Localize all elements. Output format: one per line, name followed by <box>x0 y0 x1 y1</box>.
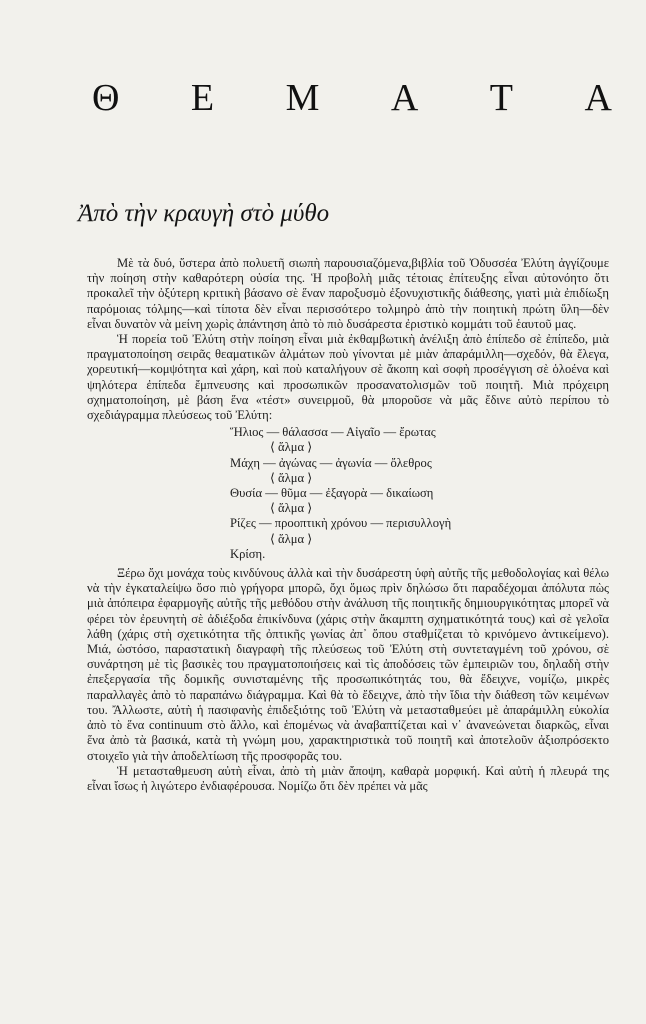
paragraph: Μὲ τὰ δυό, ὕστερα ἀπὸ πολυετῆ σιωπὴ παρουσιαζόμενα,βιβλία τοῦ Ὀδυσσέα Ἐλύτη ἀγγίζουμε τὴν ποίηση στὴν καθαρότερη οὐσία της. Ἡ προβολὴ μιᾶς τέτοιας ἐπίτευξης εἶναι αὐτονόητο ὅτι προκαλεῖ τὴν ὀξύτερη κριτικὴ βάσανο σὲ ἕναν παροξυσμὸ ἐξονυχιστικῆς διάθεσης, γιατὶ μιὰ ἐπιδίωξη παρόμοιας τόλμης—καὶ τίποτα δὲν εἶναι περισσότερο τολμηρὸ ἀπὸ τὴν ποιητικὴ πρώτη ὕλη—δὲν εἶναι δυνατὸν νὰ μείνη χωρὶς ἀπάντηση ἀπὸ τὸ πιὸ δυσάρεστα ἐριστικὸ κομμάτι τοῦ ἑαυτοῦ μας. <box>87 256 609 331</box>
heading-letter: Θ <box>92 77 120 119</box>
schema-leap: ⟨ ἅλμα ⟩ <box>270 501 313 516</box>
schema-diagram <box>87 425 609 562</box>
schema-end: Κρίση. <box>230 546 266 561</box>
heading-letter: Α <box>584 77 612 119</box>
heading-letter: Ε <box>190 77 215 119</box>
paragraph: Ξέρω ὄχι μονάχα τοὺς κινδύνους ἀλλὰ καὶ τὴν δυσάρεστη ὑφὴ αὐτῆς τῆς μεθοδολογίας καὶ θέλω νὰ τὴν ἐγκαταλείψω ὅσο πιὸ γρήγορα μπορῶ, ὄχι ὅμως πρὶν δηλώσω ὅτι παραδέχομαι ἀπόλυτα πὼς μιὰ ἀπόπειρα ἐφαρμογῆς αὐτῆς τῆς μεθόδου στὴν ἀνάλυση τῆς ποιητικῆς δημιουργικότητας μπορεῖ νὰ φέρει τὸν ἐρευνητὴ σὲ ἀδιέξοδα ἐπικίνδυνα (χάρις στὴν ἄκαμπτη σχηματικότητά τους) καὶ σὲ γελοῖα λάθη (χάρις στὴ σχετικότητα τῆς ὀπτικῆς γωνίας ἀπ᾽ ὅπου σταθμίζεται τὸ κρινόμενο ἀντικείμενο). Μιά, ὡστόσο, παραστατικὴ διαγραφὴ τῆς πλεύσεως τοῦ Ἐλύτη στὴ συντεταγμένη τοῦ χρόνου, σὲ συνάρτηση μὲ τὶς βασικὲς του πραγματοποιήσεις καὶ τὶς ἀποδόσεις τῶν ἐμπειριῶν του, δηλαδὴ στὴν ἐπεξεργασία τῆς δομικῆς συνισταμένης τῆς προσωπικότητάς του, θὰ ἔδειχνε, νομίζω, μικρὲς παραλλαγὲς ἀπὸ τὸ παραπάνω διάγραμμα. Καὶ θὰ τὸ ἔδειχνε, ἀπὸ τὴν ἴδια τὴν διάθεση τῶν κειμένων του. Ἄλλωστε, αὐτὴ ἡ πασιφανὴς ἐπιδεξιότης τοῦ Ἐλύτη νὰ μετασταθμεύει μὲ ἀπαράμιλλη εὐκολία ἀπὸ τὸ ἕνα continuum στὸ ἄλλο, καὶ ἑπομένως νὰ ἀναβαπτίζεται καὶ ν᾽ ἀνανεώνεται διαρκῶς, εἶναι ἕνα ἀπὸ τὰ βασικά, κατὰ τὴ γνώμη μου, χαρακτηριστικὰ τοῦ ποιητῆ καὶ ἀποτελοῦν ἀξιοπρόσεκτο στοιχεῖο γιὰ τὴν ἀποδελτίωση τῆς προσφορᾶς του. <box>87 566 609 763</box>
heading-letter: Α <box>390 77 419 119</box>
schema-line: Μάχη — ἀγώνας — ἀγωνία — ὄλεθρος <box>230 455 432 470</box>
heading-letter: Τ <box>489 77 514 119</box>
article-body <box>87 256 609 794</box>
schema-leap: ⟨ ἅλμα ⟩ <box>270 470 313 485</box>
schema-leap: ⟨ ἅλμα ⟩ <box>270 531 313 546</box>
schema-line: Ρίζες — προοπτικὴ χρόνου — περισυλλογὴ <box>230 516 452 531</box>
paragraph: Ἡ μετασταθμευση αὐτὴ εἶναι, ἀπὸ τὴ μιὰν ἄποψη, καθαρὰ μορφική. Καὶ αὐτὴ ἡ πλευρά της εἶναι ἴσως ἡ λιγώτερο ἐνδιαφέρουσα. Νομίζω ὅτι δὲν πρέπει νὰ μᾶς <box>87 763 609 793</box>
schema-leap: ⟨ ἅλμα ⟩ <box>270 440 313 455</box>
section-heading <box>92 76 612 120</box>
article-title: Ἀπὸ τὴν κραυγὴ στὸ μύθο <box>78 200 330 227</box>
heading-letter: Μ <box>285 77 320 119</box>
schema-line: Ἥλιος — θάλασσα — Αἰγαῖο — ἔρωτας <box>230 425 436 440</box>
paragraph: Ἡ πορεία τοῦ Ἐλύτη στὴν ποίηση εἶναι μιὰ ἐκθαμβωτικὴ ἀνέλιξη ἀπὸ ἐπίπεδο σὲ ἐπίπεδο, μιὰ πραγματοποίηση σειρᾶς θεαματικῶν ἁλμάτων ποὺ γίνονται μὲ μιὰν ἀπαράμιλλη—σχεδόν, θὰ ἔλεγα, χορευτική—κομψότητα καὶ χάρη, καὶ ποὺ καταλήγουν σὲ ἄκοπη καὶ σοφὴ προσέγγιση σὲ ὁλοένα καὶ ψηλότερα ἐπίπεδα ἔμπνευσης καὶ προσωπικῶν προσανατολισμῶν τοῦ ποιητῆ. Μιὰ πρόχειρη σχηματοποίηση, μὲ βάση ἕνα «τέστ» συνειρμοῦ, θὰ μποροῦσε νὰ μᾶς ἔδινε αὐτὸ περίπου τὸ σχεδιάγραμμα πλεύσεως τοῦ Ἐλύτη: <box>87 332 609 423</box>
schema-line: Θυσία — θῦμα — ἐξαγορὰ — δικαίωση <box>230 486 434 501</box>
